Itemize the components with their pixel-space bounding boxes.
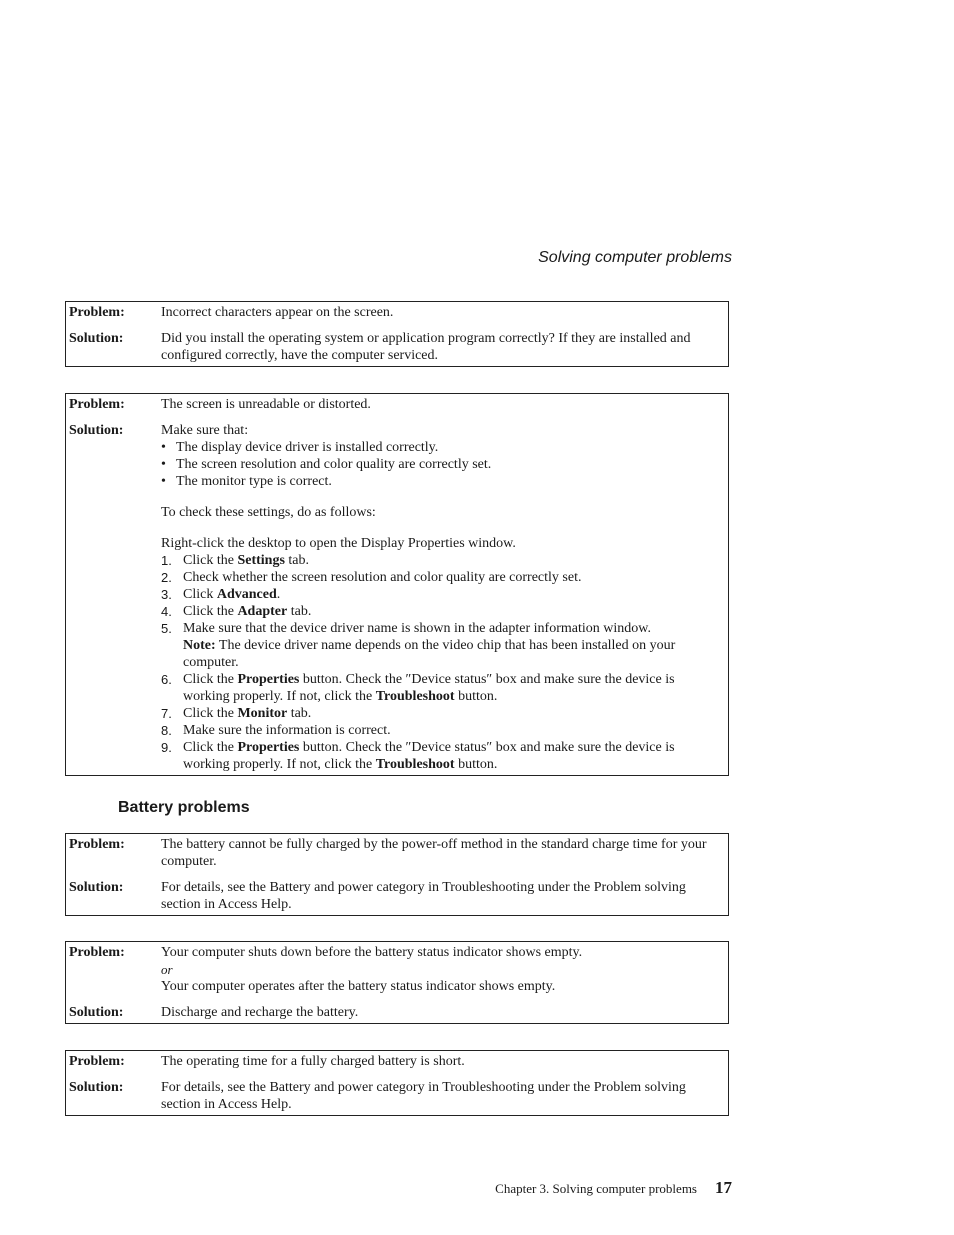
step-item: 8. Make sure the information is correct. bbox=[161, 723, 391, 738]
ui-term: Properties bbox=[237, 672, 300, 687]
problem-row bbox=[66, 394, 728, 415]
step-item: 1. Click the Settings tab. bbox=[161, 553, 309, 568]
solution-text: Did you install the operating system or application program correctly? If they are installed and configured correctly, have the computer serviced. bbox=[161, 331, 691, 363]
ui-term: Settings bbox=[237, 553, 285, 568]
section-heading-battery: Battery problems bbox=[118, 799, 250, 816]
solution-label: Solution: bbox=[69, 423, 124, 438]
solution-text: Discharge and recharge the battery. bbox=[161, 1005, 359, 1020]
solution-row bbox=[66, 1002, 728, 1023]
solution-body bbox=[161, 422, 728, 773]
step-number: 5. bbox=[161, 621, 172, 636]
problem-label: Problem: bbox=[69, 305, 125, 320]
page-footer bbox=[495, 1178, 732, 1198]
problem-label: Problem: bbox=[69, 837, 125, 852]
problem-text: The operating time for a fully charged battery is short. bbox=[161, 1054, 465, 1069]
solution-row bbox=[66, 328, 728, 366]
solution-text: For details, see the Battery and power category in Troubleshooting under the Problem solving section in Access Help. bbox=[161, 1080, 686, 1112]
step-number: 8. bbox=[161, 723, 172, 738]
step-number: 7. bbox=[161, 706, 172, 721]
problem-row bbox=[66, 1051, 728, 1072]
step-item: 4. Click the Adapter tab. bbox=[161, 604, 312, 619]
ui-term: Troubleshoot bbox=[375, 757, 455, 772]
problem-text: The battery cannot be fully charged by the power-off method in the standard charge time for your computer. bbox=[161, 837, 707, 869]
problem-row bbox=[66, 302, 728, 323]
step-item: 2. Check whether the screen resolution and color quality are correctly set. bbox=[161, 570, 582, 585]
step-number: 2. bbox=[161, 570, 172, 585]
ui-term: Monitor bbox=[237, 706, 288, 721]
ui-term: Troubleshoot bbox=[375, 689, 455, 704]
solution-intro: Make sure that: bbox=[161, 423, 249, 438]
step-item: 6. Click the Properties button. Check the ″Device status″ box and make sure the device is working properly. If not, click the Troubleshoot button. bbox=[161, 672, 675, 704]
problem-text: Incorrect characters appear on the screen. bbox=[161, 305, 394, 320]
solution-label: Solution: bbox=[69, 331, 124, 346]
problem-box-battery-charge bbox=[65, 833, 729, 916]
step-number: 4. bbox=[161, 604, 172, 619]
problem-box-shutdown bbox=[65, 941, 729, 1024]
note-label: Note: bbox=[183, 638, 216, 653]
solution-label: Solution: bbox=[69, 1080, 124, 1095]
problem-box-operating-time bbox=[65, 1050, 729, 1116]
step-number: 3. bbox=[161, 587, 172, 602]
check-settings-text: To check these settings, do as follows: bbox=[161, 505, 376, 520]
step-number: 9. bbox=[161, 740, 172, 755]
problem-box-screen-unreadable bbox=[65, 393, 729, 776]
bullet-item: • The monitor type is correct. bbox=[161, 473, 720, 490]
ui-term: Advanced bbox=[216, 587, 277, 602]
problem-label: Problem: bbox=[69, 1054, 125, 1069]
step-number: 1. bbox=[161, 553, 172, 568]
problem-text: The screen is unreadable or distorted. bbox=[161, 397, 371, 412]
step-item: 3. Click Advanced. bbox=[161, 587, 281, 602]
page-number: 17 bbox=[715, 1178, 732, 1197]
bullet-item: • The screen resolution and color quality are correctly set. bbox=[161, 456, 720, 473]
running-title: Solving computer problems bbox=[538, 249, 732, 266]
solution-label: Solution: bbox=[69, 880, 124, 895]
solution-row bbox=[66, 1077, 728, 1115]
solution-text: For details, see the Battery and power category in Troubleshooting under the Problem solving section in Access Help. bbox=[161, 880, 686, 912]
footer-chapter: Chapter 3. Solving computer problems bbox=[495, 1181, 697, 1196]
solution-row bbox=[66, 420, 728, 775]
step-number: 6. bbox=[161, 672, 172, 687]
note-text: The device driver name depends on the video chip that has been installed on your computer. bbox=[183, 638, 676, 670]
ui-term: Adapter bbox=[237, 604, 288, 619]
problem-row bbox=[66, 942, 728, 997]
ui-term: Properties bbox=[237, 740, 300, 755]
solution-label: Solution: bbox=[69, 1005, 124, 1020]
problem-box-incorrect-characters bbox=[65, 301, 729, 367]
or-separator: or bbox=[161, 962, 173, 977]
solution-row bbox=[66, 877, 728, 915]
right-click-text: Right-click the desktop to open the Display Properties window. bbox=[161, 536, 516, 551]
problem-label: Problem: bbox=[69, 397, 125, 412]
problem-text: Your computer shuts down before the battery status indicator shows empty. or Your computer operates after the battery status indicator shows empty. bbox=[161, 944, 728, 995]
problem-label: Problem: bbox=[69, 945, 125, 960]
step-item: 9. Click the Properties button. Check the ″Device status″ box and make sure the device is working properly. If not, click the Troubleshoot button. bbox=[161, 740, 675, 772]
problem-row bbox=[66, 834, 728, 872]
bullet-item: • The display device driver is installed correctly. bbox=[161, 439, 720, 456]
step-item: 7. Click the Monitor tab. bbox=[161, 706, 312, 721]
step-item: 5. Make sure that the device driver name is shown in the adapter information window. Note: The device driver name depends on the video chip that has been installed on your computer. bbox=[161, 621, 676, 670]
